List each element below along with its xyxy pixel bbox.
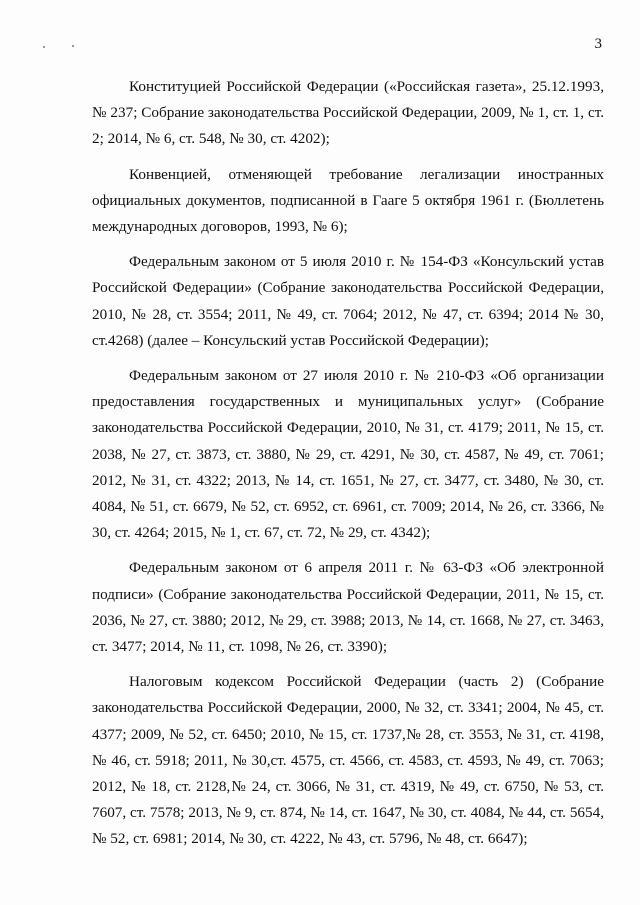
paragraph-public-services-law: Федеральным законом от 27 июля 2010 г. № 210-ФЗ «Об организации предоставления государственных и муниципальных услуг» (Собрание законодательства Российской Федерации, 2010, № 31, ст. 4179; 2011, № 15, ст. 2038, № 27, ст. 3873, ст. 3880, № 29, ст. 4291, № 30, ст. 4587, № 49, ст. 7061; 2012, № 31, ст. 4322; 2013, № 14, ст. 1651, № 27, ст. 3477, ст. 3480, № 30, ст. 4084, № 51, ст. 6679, № 52, ст. 6952, ст. 6961, ст. 7009; 2014, № 26, ст. 3366, № 30, ст. 4264; 2015, № 1, ст. 67, ст. 72, № 29, ст. 4342); xyxy=(92,367,604,542)
paragraph-tax-code: Налоговым кодексом Российской Федерации (часть 2) (Собрание законодательства Российской Федерации, 2000, № 32, ст. 3341; 2004, № 45, ст. 4377; 2009, № 52, ст. 6450; 2010, № 15, ст. 1737,№ 28, ст. 3553, № 31, ст. 4198, № 46, ст. 5918; 2011, № 30,ст. 4575, ст. 4566, ст. 4583, ст. 4593, № 49, ст. 7063; 2012, № 18, ст. 2128,№ 24, ст. 3066, № 31, ст. 4319, № 49, ст. 6750, № 53, ст. 7607, ст. 7578; 2013, № 9, ст. 874, № 14, ст. 1647, № 30, ст. 4084, № 44, ст. 5654, № 52, ст. 6981; 2014, № 30, ст. 4222, № 43, ст. 5796, № 48, ст. 6647); xyxy=(92,673,604,848)
paragraph-consular-charter: Федеральным законом от 5 июля 2010 г. № 154-ФЗ «Консульский устав Российской Федерации» (Собрание законодательства Российской Федерации, 2010, № 28, ст. 3554; 2011, № 49, ст. 7064; 2012, № 47, ст. 6394; 2014 № 30, ст.4268) (далее – Консульский устав Российской Федерации); xyxy=(92,253,604,349)
body-text xyxy=(92,74,604,862)
paragraph-constitution: Конституцией Российской Федерации («Российская газета», 25.12.1993, № 237; Собрание законодательства Российской Федерации, 2009, № 1, ст. 1, ст. 2; 2014, № 6, ст. 548, № 30, ст. 4202); xyxy=(92,78,604,148)
paragraph-electronic-signature-law: Федеральным законом от 6 апреля 2011 г. № 63-ФЗ «Об электронной подписи» (Собрание законодательства Российской Федерации, 2011, № 15, ст. 2036, № 27, ст. 3880; 2012, № 29, ст. 3988; 2013, № 14, ст. 1668, № 27, ст. 3463, ст. 3477; 2014, № 11, ст. 1098, № 26, ст. 3390); xyxy=(92,559,604,656)
page-number: 3 xyxy=(594,36,602,52)
paragraph-hague-convention: Конвенцией, отменяющей требование легализации иностранных официальных документов, подписанной в Гааге 5 октября 1961 г. (Бюллетень международных договоров, 1993, № 6); xyxy=(92,165,604,236)
scan-specks xyxy=(30,44,90,50)
